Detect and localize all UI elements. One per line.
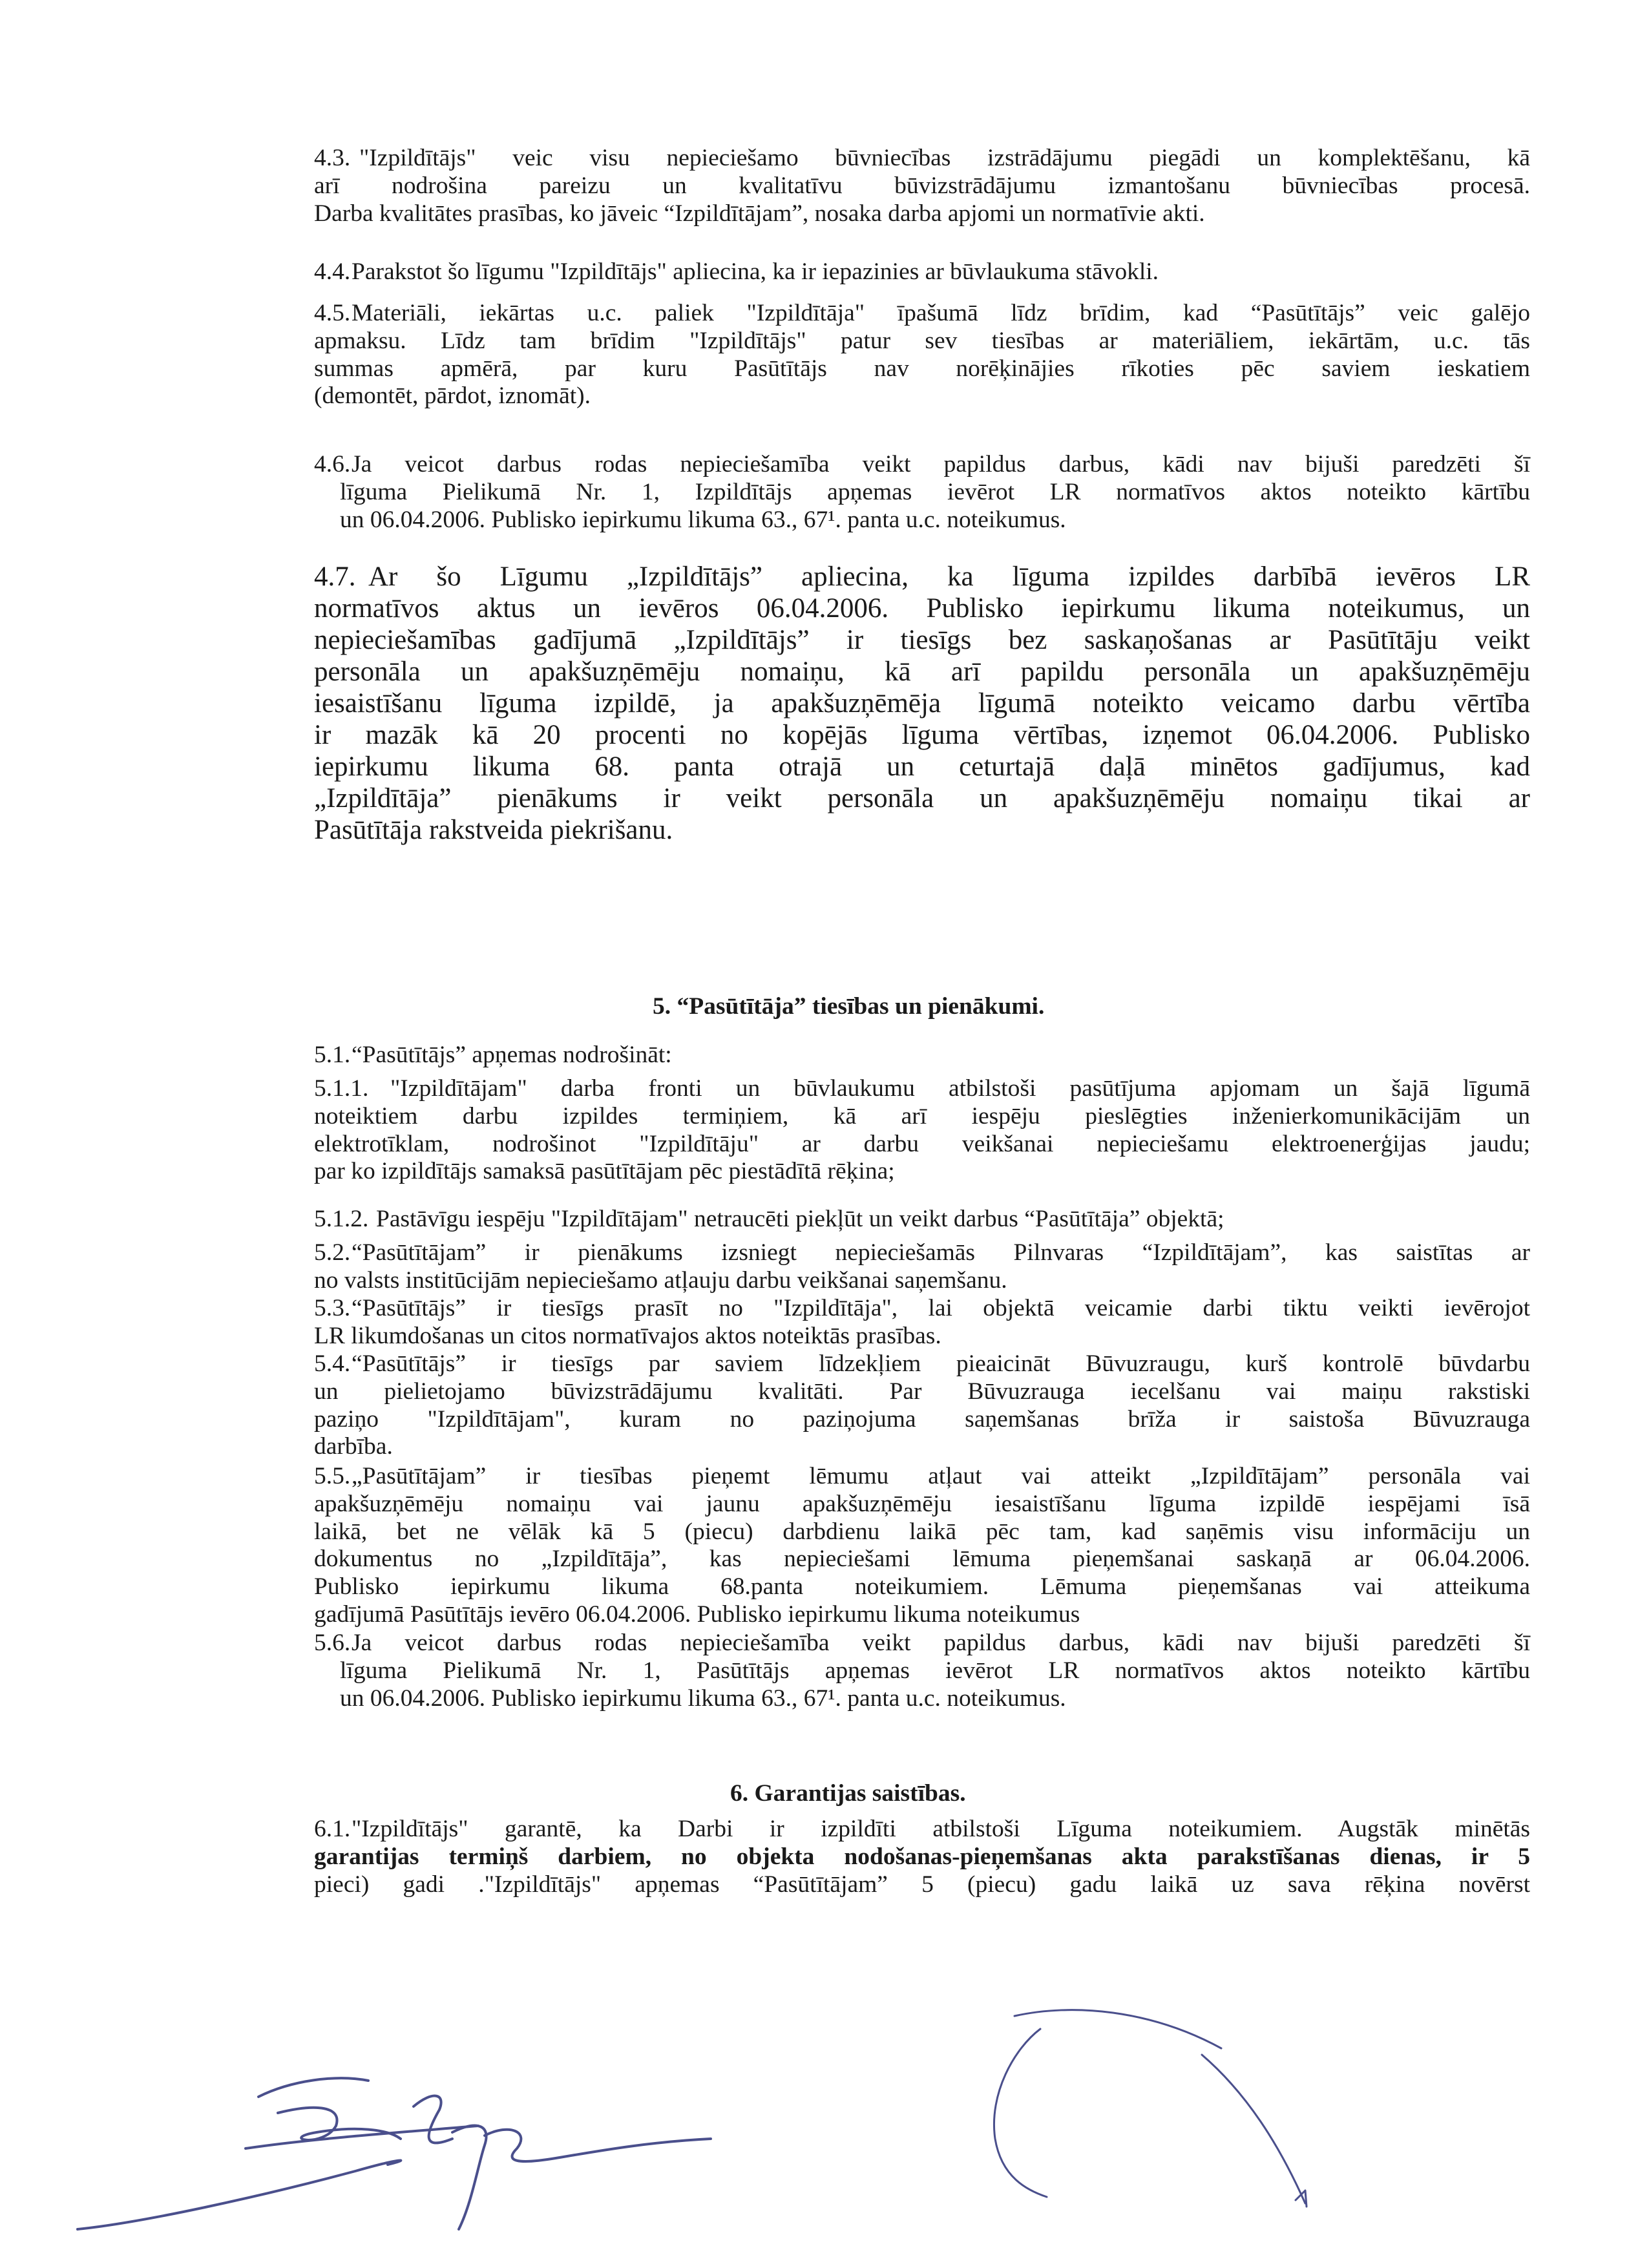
clause-5-5 [314, 1463, 1530, 1629]
clause-line: un pielietojamo būvizstrādājumu kvalitāti. Par Būvuzrauga iecelšanu vai maiņu rakstiski [314, 1378, 1530, 1405]
clause-line: garantijas termiņš darbiem, no objekta nodošanas-pieņemšanas akta parakstīšanas dienas, ir 5 [314, 1843, 1530, 1870]
clause-line: iepirkumu likuma 68. panta otrajā un ceturtajā daļā minētos gadījumus, kad [314, 751, 1530, 782]
clause-5-2 [314, 1239, 1530, 1295]
clause-number: 5.3. [314, 1295, 351, 1321]
clause-line: laikā, bet ne vēlāk kā 5 (piecu) darbdienu laikā pēc tam, kad saņēmis visu informāciju un [314, 1518, 1530, 1545]
clause-line: (demontēt, pārdot, iznomāt). [314, 383, 591, 410]
clause-line: summas apmērā, par kuru Pasūtītājs nav norēķinājies rīkoties pēc saviem ieskatiem [314, 355, 1530, 382]
clause-line: “Pasūtītājs” ir tiesīgs prasīt no "Izpildītāja", lai objektā veicamie darbi tiktu veikti ievērojot [352, 1295, 1530, 1321]
clause-number: 5.1.2. [314, 1206, 369, 1232]
clause-line: „Pasūtītājam” ir tiesības pieņemt lēmumu atļaut vai atteikt „Izpildītājam” personāla vai [352, 1463, 1530, 1489]
clause-line: arī nodrošina pareizu un kvalitatīvu būvizstrādājumu izmantošanu būvniecības procesā. [314, 172, 1530, 199]
clause-line: Ja veicot darbus rodas nepieciešamība veikt papildus darbus, kādi nav bijuši paredzēti šī [352, 1630, 1530, 1656]
clause-line: pieci) gadi ."Izpildītājs" apņemas “Pasūtītājam” 5 (piecu) gadu laikā uz sava rēķina novērst [314, 1871, 1530, 1898]
clause-line: “Pasūtītājs” ir tiesīgs par saviem līdzekļiem pieaicināt Būvuzraugu, kurš kontrolē būvdarbu [352, 1350, 1530, 1377]
clause-line: “Pasūtītājam” ir pienākums izsniegt nepieciešamās Pilnvaras “Izpildītājam”, kas saistītas ar [352, 1239, 1530, 1266]
clause-line: un 06.04.2006. Publisko iepirkumu likuma 63., 67¹. panta u.c. noteikumus. [340, 1685, 1066, 1712]
clause-4-3 [314, 145, 1530, 227]
clause-5-1 [314, 1042, 1530, 1069]
clause-line: "Izpildītājs" garantē, ka Darbi ir izpildīti atbilstoši Līguma noteikumiem. Augstāk minētās [352, 1816, 1530, 1842]
clause-line: LR likumdošanas un citos normatīvajos aktos noteiktās prasības. [314, 1322, 941, 1349]
clause-number: 5.1. [314, 1042, 351, 1068]
clause-number: 4.6. [314, 451, 351, 478]
clause-5-6 [314, 1630, 1530, 1712]
clause-line: "Izpildītājs" veic visu nepieciešamo būvniecības izstrādājumu piegādi un komplektēšanu, kā [359, 145, 1530, 171]
clause-line: noteiktiem darbu izpildes termiņiem, kā arī iespēju pieslēgties inženierkomunikācijām un [314, 1102, 1530, 1129]
clause-line: normatīvos aktus un ievēros 06.04.2006. Publisko iepirkumu likuma noteikumus, un [314, 593, 1530, 624]
clause-number: 5.5. [314, 1463, 351, 1489]
clause-line: un 06.04.2006. Publisko iepirkumu likuma 63., 67¹. panta u.c. noteikumus. [340, 506, 1066, 533]
clause-line: Publisko iepirkumu likuma 68.panta noteikumiem. Lēmuma pieņemšanas vai atteikuma [314, 1573, 1530, 1601]
clause-line: ir mazāk kā 20 procenti no kopējās līguma vērtības, izņemot 06.04.2006. Publisko [314, 720, 1530, 750]
clause-line: apmaksu. Līdz tam brīdim "Izpildītājs" patur sev tiesības ar materiāliem, iekārtām, u.c. tās [314, 327, 1530, 354]
clause-4-7 [314, 561, 1530, 846]
clause-line: „Izpildītāja” pienākums ir veikt personāla un apakšuzņēmēju nomaiņu tikai ar [314, 783, 1530, 814]
clause-line: paziņo "Izpildītājam", kuram no paziņojuma saņemšanas brīža ir saistoša Būvuzrauga [314, 1405, 1530, 1433]
clause-line: apakšuzņēmēju nomaiņu vai jaunu apakšuzņēmēju iesaistīšanu līguma izpildē iespējami īsā [314, 1490, 1530, 1517]
clause-5-4 [314, 1350, 1530, 1461]
clause-line: no valsts institūcijām nepieciešamo atļauju darbu veikšanai saņemšanu. [314, 1266, 1007, 1294]
clause-number: 5.2. [314, 1239, 351, 1266]
clause-line: līguma Pielikumā Nr. 1, Pasūtītājs apņemas ievērot LR normatīvos aktos noteikto kārtību [340, 1657, 1530, 1684]
clause-6-1 [314, 1816, 1530, 1898]
clause-number: 4.7. [314, 562, 356, 592]
clause-number: 4.3. [314, 145, 351, 171]
clause-number: 5.1.1. [314, 1075, 369, 1102]
clause-number: 5.6. [314, 1630, 351, 1656]
clause-line: elektrotīklam, nodrošinot "Izpildītāju" ar darbu veikšanai nepieciešamu elektroenerģijas jaudu; [314, 1130, 1530, 1157]
clause-4-4 [314, 258, 1530, 286]
clause-line: Ja veicot darbus rodas nepieciešamība veikt papildus darbus, kādi nav bijuši paredzēti šī [352, 451, 1530, 478]
clause-line: personāla un apakšuzņēmēju nomaiņu, kā arī papildu personāla un apakšuzņēmēju [314, 656, 1530, 687]
clause-number: 4.4. [314, 258, 351, 285]
clause-line: līguma Pielikumā Nr. 1, Izpildītājs apņemas ievērot LR normatīvos aktos noteikto kārtību [340, 478, 1530, 505]
clause-line: iesaistīšanu līguma izpildē, ja apakšuzņēmēja līgumā noteikto veicamo darbu vērtība [314, 688, 1530, 719]
clause-line: Pastāvīgu iespēju "Izpildītājam" netraucēti piekļūt un veikt darbus “Pasūtītāja” objektā; [376, 1206, 1224, 1232]
clause-line: par ko izpildītājs samaksā pasūtītājam pēc piestādītā rēķina; [314, 1158, 895, 1185]
section-heading-6: 6. Garantijas saistības. [730, 1780, 966, 1807]
clause-line: Pasūtītāja rakstveida piekrišanu. [314, 815, 673, 845]
clause-number: 4.5. [314, 300, 351, 326]
clause-4-6 [314, 451, 1530, 534]
clause-line: Ar šo Līgumu „Izpildītājs” apliecina, ka līguma izpildes darbībā ievēros LR [368, 562, 1530, 592]
clause-line: nepieciešamības gadījumā „Izpildītājs” ir tiesīgs bez saskaņošanas ar Pasūtītāju veikt [314, 625, 1530, 655]
clause-line: Parakstot šo līgumu "Izpildītājs" apliecina, ka ir iepazinies ar būvlaukuma stāvokli. [352, 258, 1159, 285]
clause-line: “Pasūtītājs” apņemas nodrošināt: [352, 1042, 672, 1068]
clause-line: "Izpildītājam" darba fronti un būvlaukumu atbilstoši pasūtījuma apjomam un šajā līgumā [390, 1075, 1530, 1102]
clause-number: 6.1. [314, 1816, 351, 1842]
signature-right [943, 1990, 1357, 2262]
clause-line: Materiāli, iekārtas u.c. paliek "Izpildītāja" īpašumā līdz brīdim, kad “Pasūtītājs” veic galējo [352, 300, 1530, 326]
clause-line: darbība. [314, 1433, 393, 1460]
clause-5-3 [314, 1295, 1530, 1350]
section-heading-5: 5. “Pasūtītāja” tiesības un pienākumi. [653, 993, 1045, 1020]
clause-5-1-2 [314, 1206, 1530, 1234]
clause-number: 5.4. [314, 1350, 351, 1377]
clause-line: gadījumā Pasūtītājs ievēro 06.04.2006. Publisko iepirkumu likuma noteikumus [314, 1601, 1080, 1628]
clause-5-1-1 [314, 1075, 1530, 1186]
signature-left [65, 2035, 750, 2255]
clause-line: Darba kvalitātes prasības, ko jāveic “Izpildītājam”, nosaka darba apjomi un normatīvie akti. [314, 200, 1205, 227]
clause-line: dokumentus no „Izpildītāja”, kas nepieciešami lēmuma pieņemšanai saskaņā ar 06.04.2006. [314, 1546, 1530, 1573]
clause-4-5 [314, 300, 1530, 410]
